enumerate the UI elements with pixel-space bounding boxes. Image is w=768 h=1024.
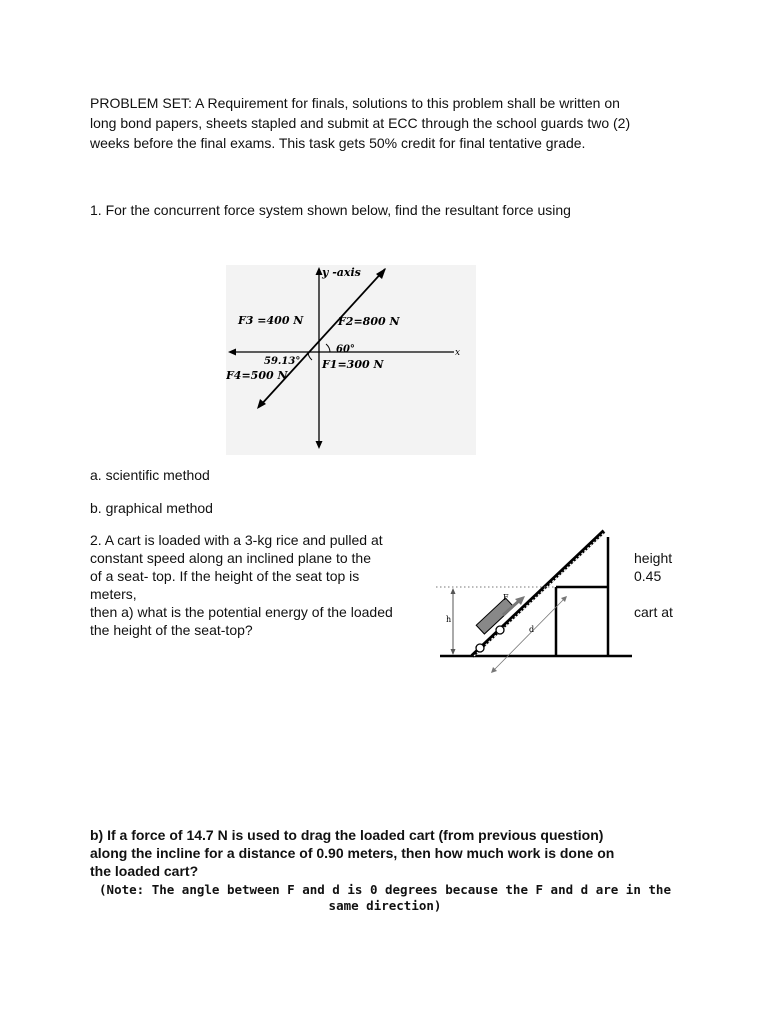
f4-label: F4=500 N — [226, 369, 288, 382]
question-1: 1. For the concurrent force system shown below, find the resultant force using — [90, 202, 571, 218]
incline-figure — [436, 527, 636, 677]
side-text-value: 0.45 — [634, 568, 662, 584]
q2-line: then a) what is the potential energy of the loaded — [90, 604, 393, 620]
q2-line: the height of the seat-top? — [90, 622, 253, 638]
question-2 — [90, 531, 435, 639]
x-axis-label: x — [455, 348, 461, 358]
height-label: h — [446, 615, 452, 624]
angle-5913-label: 59.13° — [264, 356, 301, 367]
note — [90, 882, 680, 914]
question-2b — [90, 826, 690, 880]
intro-line: weeks before the final exams. This task gets 50% credit for final tentative grade. — [90, 135, 586, 151]
height-arrow-bottom — [451, 649, 456, 655]
f3-label: F3 =400 N — [238, 314, 304, 327]
q2-line: of a seat- top. If the height of the seat top is — [90, 568, 360, 584]
f1-label: F1=300 N — [322, 358, 384, 371]
angle-60-label: 60° — [336, 344, 355, 355]
option-b: b. graphical method — [90, 500, 213, 516]
option-a: a. scientific method — [90, 467, 210, 483]
side-text-cart: cart at — [634, 604, 673, 620]
note-line: (Note: The angle between F and d is 0 degrees because the F and d are in the — [99, 882, 671, 897]
q2-line: constant speed along an inclined plane to the — [90, 550, 371, 566]
height-arrow-top — [451, 588, 456, 594]
force-label: F — [503, 593, 509, 602]
cart-body — [476, 598, 513, 634]
intro-line: PROBLEM SET: A Requirement for finals, solutions to this problem shall be written on — [90, 95, 620, 111]
f2-label: F2=800 N — [338, 315, 400, 328]
q2-line: meters, — [90, 586, 137, 602]
q2b-line: along the incline for a distance of 0.90 meters, then how much work is done on — [90, 845, 615, 861]
intro-line: long bond papers, sheets stapled and submit at ECC through the school guards two (2) — [90, 115, 631, 131]
incline-plank — [472, 531, 604, 656]
q2b-line: b) If a force of 14.7 N is used to drag the loaded cart (from previous question) — [90, 827, 604, 843]
distance-label: d — [529, 625, 535, 634]
q2b-line: the loaded cart? — [90, 863, 199, 879]
cart-wheel-front — [496, 626, 504, 634]
y-axis-label: y -axis — [322, 266, 361, 279]
intro-paragraph — [90, 93, 690, 153]
note-line: same direction) — [328, 898, 442, 913]
force-system-figure — [226, 265, 476, 455]
cart-wheel-rear — [476, 644, 484, 652]
cart — [476, 598, 513, 634]
q2-line: 2. A cart is loaded with a 3-kg rice and pulled at — [90, 532, 383, 548]
side-text-height: height — [634, 550, 673, 566]
